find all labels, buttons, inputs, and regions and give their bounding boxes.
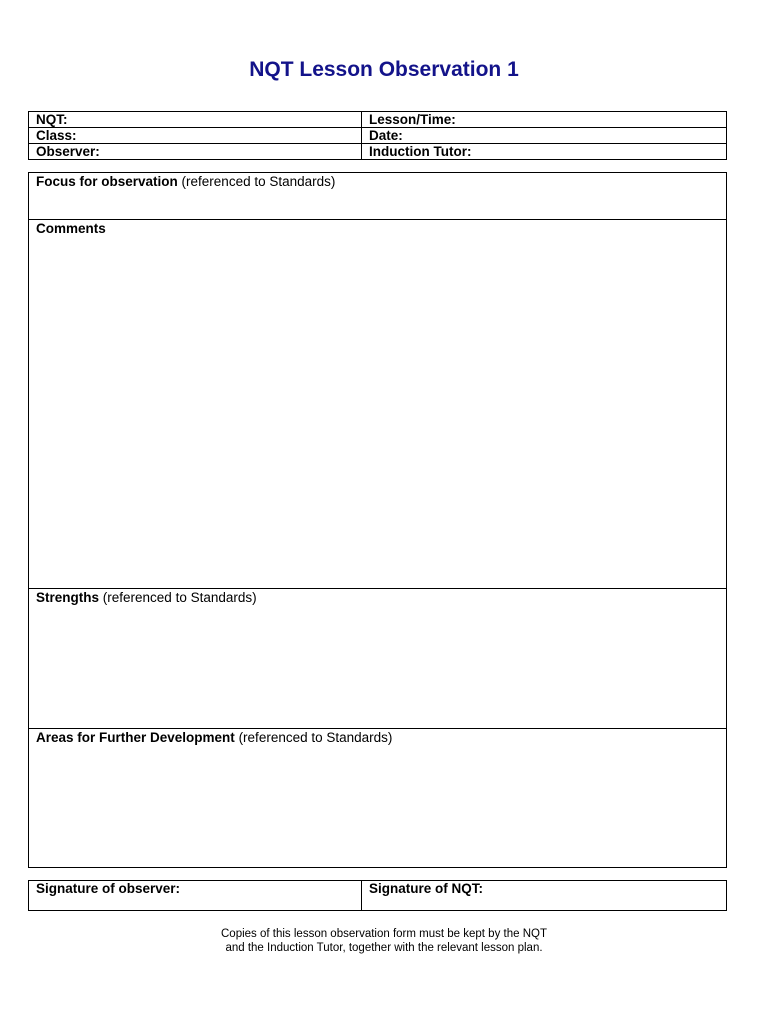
lesson-info-table [28, 111, 727, 160]
strengths-section[interactable] [29, 589, 726, 729]
nqt-signature-field[interactable]: Signature of NQT: [362, 881, 727, 911]
areas-heading: Areas for Further Development [36, 730, 235, 745]
areas-section[interactable] [29, 729, 726, 867]
page-title: NQT Lesson Observation 1 [249, 58, 519, 81]
induction-tutor-field[interactable]: Induction Tutor: [362, 144, 727, 160]
observer-signature-field[interactable]: Signature of observer: [29, 881, 362, 911]
signature-row [29, 881, 727, 911]
class-field[interactable]: Class: [29, 128, 362, 144]
strengths-note: (referenced to Standards) [102, 590, 257, 605]
signature-table [28, 880, 727, 911]
footer-note [0, 927, 768, 955]
info-row-nqt [29, 112, 727, 128]
info-row-observer [29, 144, 727, 160]
info-row-class [29, 128, 727, 144]
date-field[interactable]: Date: [362, 128, 727, 144]
nqt-field[interactable]: NQT: [29, 112, 362, 128]
focus-note: (referenced to Standards) [181, 174, 336, 189]
strengths-heading: Strengths [36, 590, 100, 605]
observation-box [28, 172, 727, 868]
lesson-time-field[interactable]: Lesson/Time: [362, 112, 727, 128]
comments-section[interactable] [29, 220, 726, 589]
observer-field[interactable]: Observer: [29, 144, 362, 160]
comments-heading: Comments [36, 221, 106, 236]
footer-line-2: and the Induction Tutor, together with the relevant lesson plan. [225, 942, 543, 954]
footer-line-1: Copies of this lesson observation form must be kept by the NQT [221, 928, 547, 940]
focus-heading: Focus for observation [36, 174, 178, 189]
focus-section[interactable] [29, 173, 726, 220]
areas-note: (referenced to Standards) [238, 730, 393, 745]
